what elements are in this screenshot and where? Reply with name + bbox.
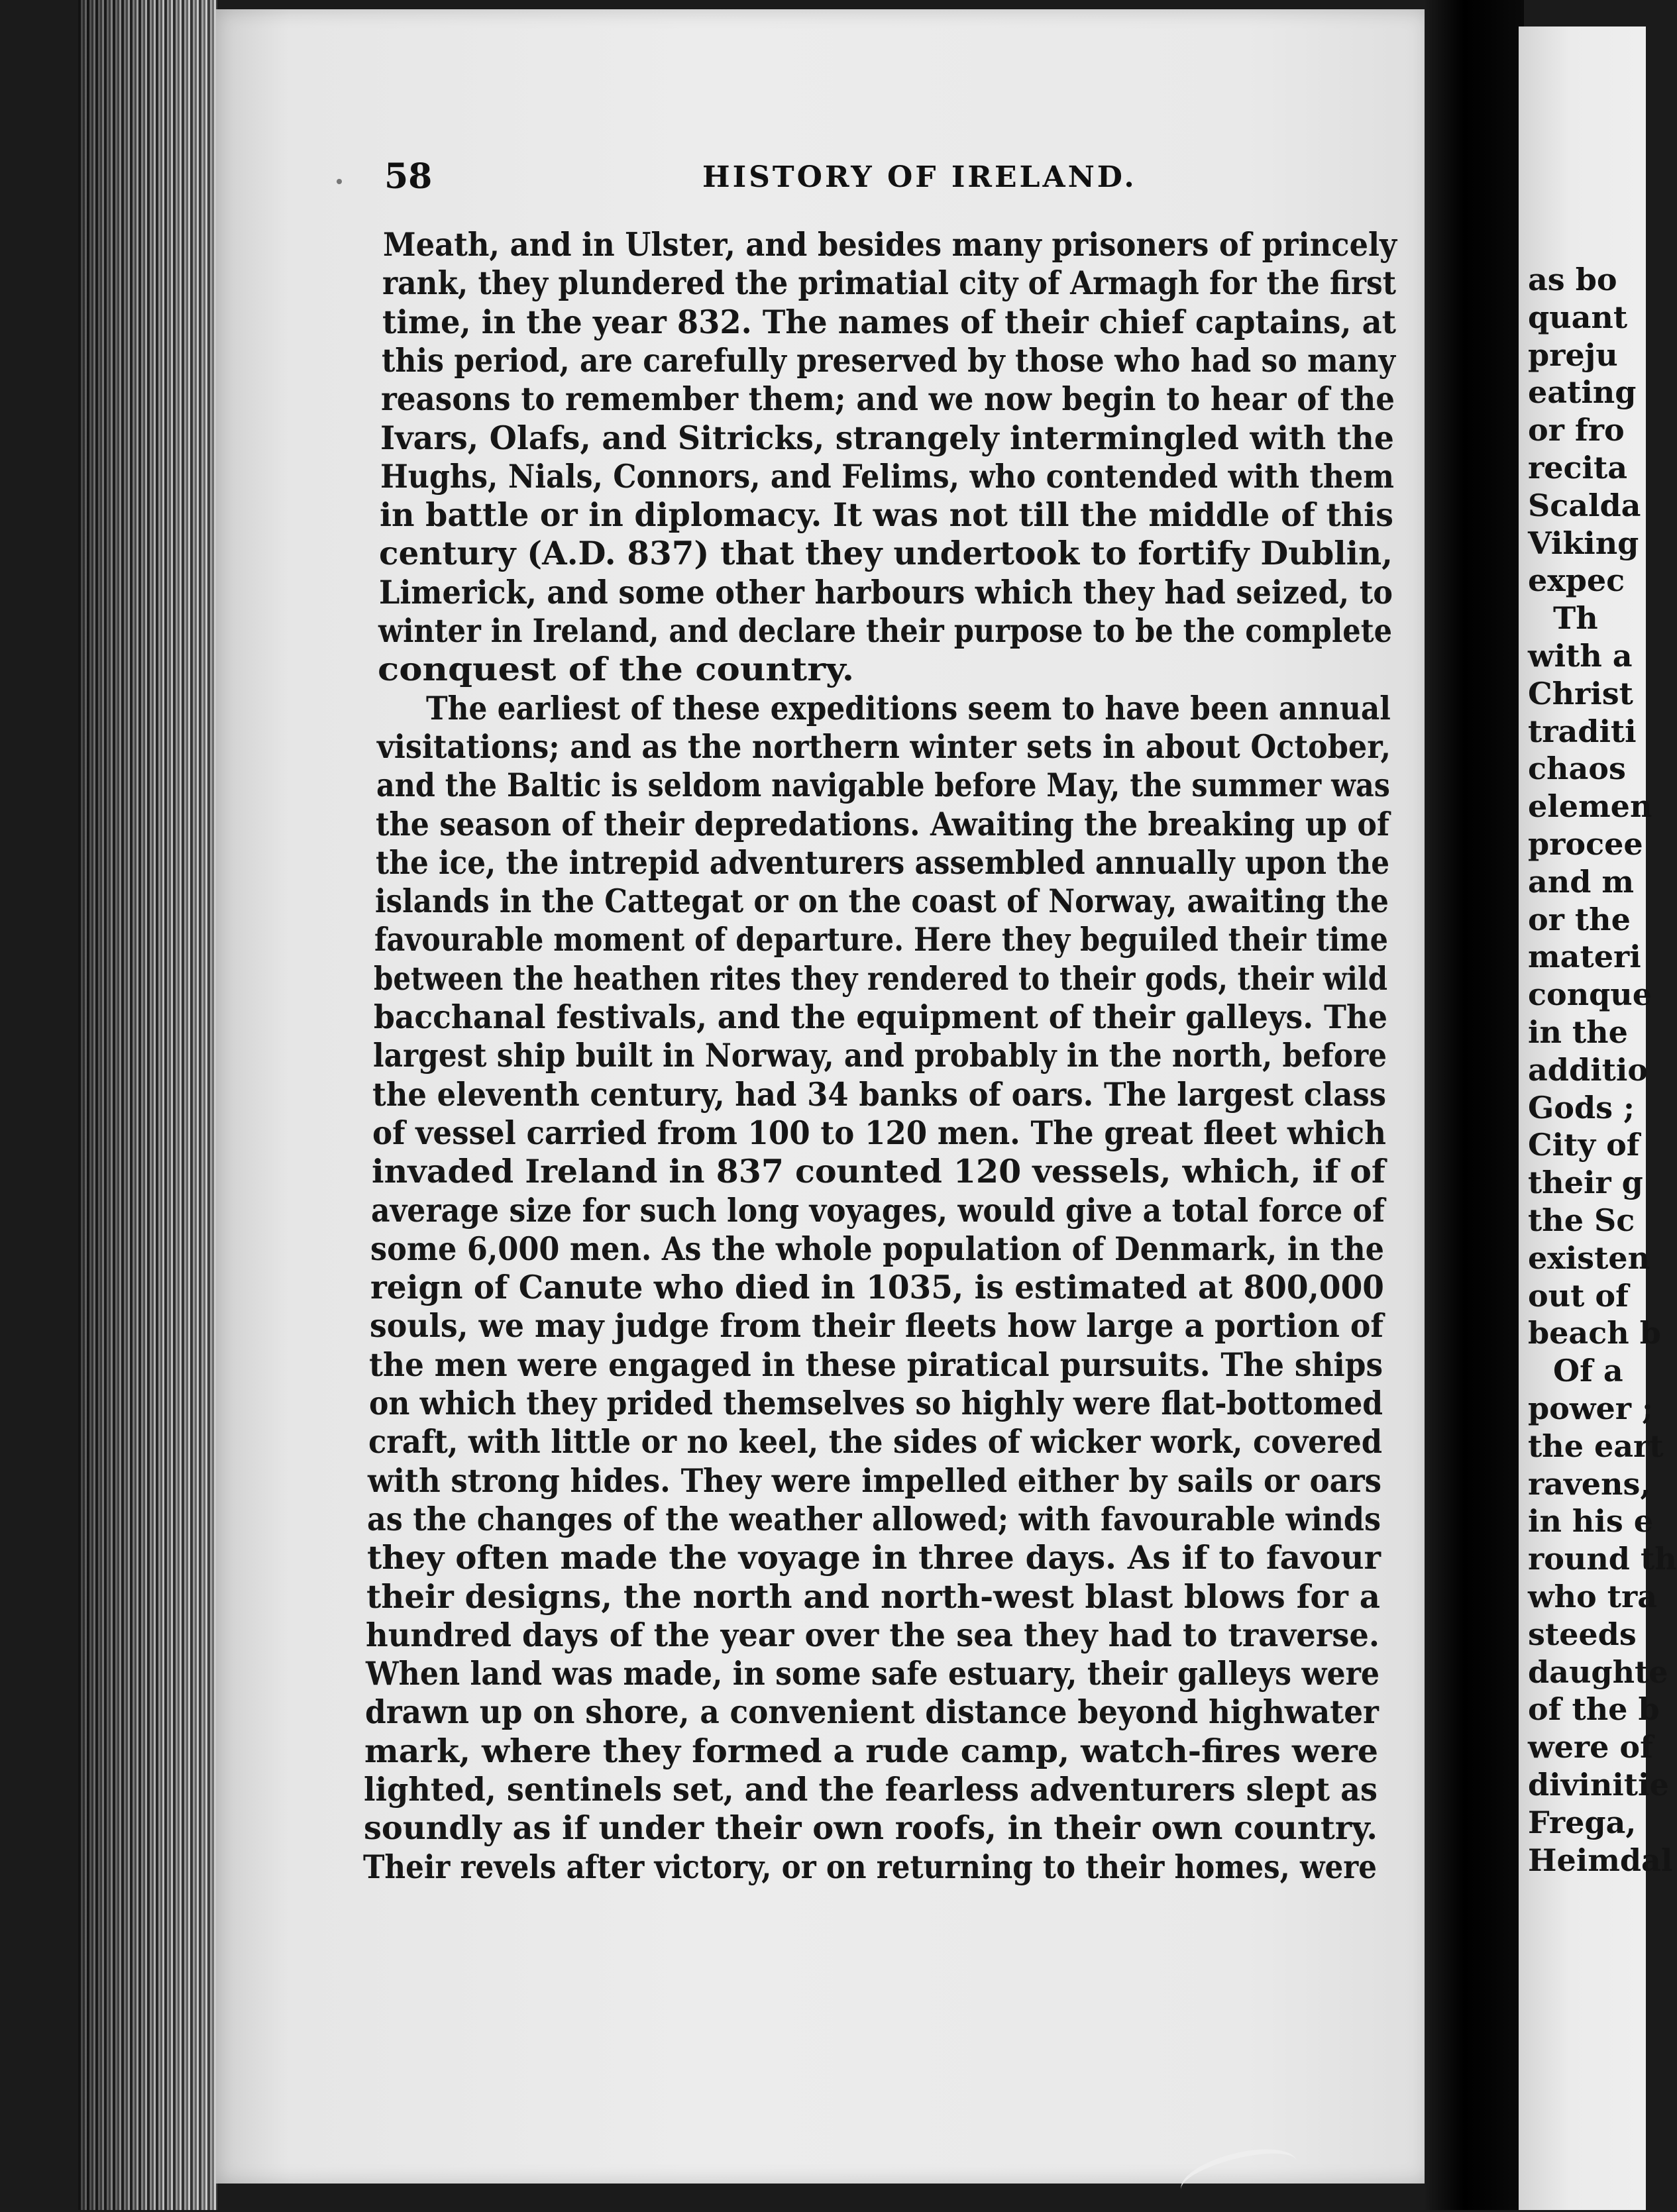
- text-line: with strong hides. They were impelled either by sails or oars: [368, 1461, 1382, 1500]
- right-text-line: in the: [1528, 1014, 1628, 1050]
- right-text-line: Of a: [1553, 1353, 1623, 1389]
- right-text-line: expec: [1528, 562, 1625, 599]
- text-line: some 6,000 men. As the whole population of Denmark, in the: [370, 1229, 1385, 1268]
- text-line: this period, are carefully preserved by those who had so many: [381, 341, 1395, 380]
- text-line: of vessel carried from 100 to 120 men. The great fleet which: [372, 1113, 1386, 1152]
- text-line: they often made the voyage in three days. As if to favour: [366, 1538, 1381, 1577]
- text-line: The earliest of these expeditions seem to have been annual: [426, 688, 1391, 727]
- right-text-line: with a: [1528, 638, 1633, 674]
- right-text-line: preju: [1528, 337, 1618, 373]
- text-line: the eleventh century, had 34 banks of oars. The largest class: [372, 1075, 1387, 1114]
- text-line: in battle or in diplomacy. It was not till the middle of this: [380, 496, 1393, 535]
- right-text-line: the Sc: [1528, 1202, 1635, 1238]
- right-text-line: Frega,: [1528, 1804, 1637, 1840]
- right-text-line: chaos: [1528, 751, 1626, 787]
- right-text-line: ravens,: [1528, 1465, 1651, 1502]
- right-text-line: existen: [1528, 1239, 1650, 1276]
- right-text-line: and m: [1528, 863, 1635, 900]
- text-line: When land was made, in some safe estuary, their galleys were: [365, 1654, 1379, 1693]
- text-line: the men were engaged in these piratical pursuits. The ships: [369, 1345, 1383, 1384]
- text-line: drawn up on shore, a convenient distance beyond highwater: [364, 1693, 1379, 1732]
- right-text-line: traditi: [1528, 713, 1637, 749]
- right-text-line: or the: [1528, 901, 1631, 937]
- right-text-line: power ;: [1528, 1391, 1653, 1426]
- text-line: rank, they plundered the primatial city of Armagh for the first: [382, 264, 1397, 303]
- right-text-line: materi: [1528, 939, 1641, 975]
- right-text-line: or fro: [1528, 412, 1625, 448]
- text-line: on which they prided themselves so highly were flat-bottomed: [368, 1384, 1383, 1422]
- text-line: islands in the Cattegat or on the coast of Norway, awaiting the: [374, 882, 1389, 921]
- right-text-line: recita: [1528, 450, 1628, 486]
- right-text-line: in his e: [1528, 1503, 1654, 1540]
- right-text-line: of the b: [1528, 1691, 1660, 1728]
- right-text-line: were of: [1528, 1729, 1653, 1765]
- right-text-line: steeds: [1528, 1616, 1637, 1652]
- text-line: reign of Canute who died in 1035, is estimated at 800,000: [370, 1268, 1384, 1307]
- text-line: mark, where they formed a rude camp, watch-fires were: [364, 1731, 1379, 1770]
- text-line: bacchanal festivals, and the equipment of their galleys. The: [373, 998, 1387, 1036]
- text-line: Ivars, Olafs, and Sitricks, strangely intermingled with the: [380, 418, 1395, 457]
- right-text-line: divinitie: [1528, 1767, 1669, 1803]
- text-line: the season of their depredations. Awaiting the breaking up of: [376, 804, 1390, 843]
- right-text-line: Scalda: [1528, 487, 1641, 523]
- right-text-line: their g: [1528, 1165, 1643, 1201]
- text-line: average size for such long voyages, would give a total force of: [371, 1190, 1385, 1230]
- right-text-line: Gods ;: [1528, 1089, 1635, 1126]
- right-text-line: as bo: [1528, 262, 1617, 297]
- page-number: 58: [384, 156, 433, 197]
- text-line: hundred days of the year over the sea they had to traverse.: [366, 1615, 1380, 1654]
- running-header: [384, 156, 1398, 196]
- right-text-line: beach b: [1528, 1315, 1661, 1351]
- text-line: lighted, sentinels set, and the fearless adventurers slept as: [364, 1770, 1378, 1809]
- right-text-line: Christ: [1528, 675, 1633, 711]
- margin-dot: [337, 179, 342, 184]
- right-text-line: Viking: [1528, 525, 1639, 561]
- text-line: time, in the year 832. The names of their chief captains, at: [382, 302, 1396, 341]
- right-text-line: the eart: [1528, 1428, 1664, 1464]
- right-text-line: daughte: [1528, 1654, 1668, 1690]
- text-line: Their revels after victory, or on returning to their homes, were: [363, 1847, 1377, 1886]
- text-line: Meath, and in Ulster, and besides many prisoners of princely: [383, 225, 1397, 264]
- book-gutter: [1425, 0, 1524, 2210]
- right-text-line: additio: [1528, 1051, 1649, 1088]
- right-page-fragment: [1519, 26, 1677, 2210]
- text-line: winter in Ireland, and declare their purpose to be the complete: [378, 611, 1392, 650]
- text-line: Hughs, Nials, Connors, and Felims, who contended with them: [380, 456, 1394, 496]
- right-text-line: conque: [1528, 976, 1652, 1013]
- right-text-line: eating: [1528, 374, 1637, 411]
- text-line: visitations; and as the northern winter sets in about October,: [376, 727, 1391, 766]
- right-text-line: elemen: [1528, 788, 1652, 825]
- text-line: souls, we may judge from their fleets how large a portion of: [370, 1306, 1384, 1345]
- text-line: craft, with little or no keel, the sides of wicker work, covered: [368, 1422, 1382, 1461]
- running-title: HISTORY OF IRELAND.: [702, 160, 1137, 194]
- text-line: as the changes of the weather allowed; with favourable winds: [367, 1499, 1381, 1538]
- right-text-line: out of: [1528, 1277, 1629, 1314]
- text-line: the ice, the intrepid adventurers assembled annually upon the: [375, 843, 1389, 882]
- right-text-line: round th: [1528, 1541, 1677, 1577]
- text-line: century (A.D. 837) that they undertook to fortify Dublin,: [379, 534, 1393, 573]
- right-text-line: City of: [1528, 1127, 1640, 1163]
- text-line: largest ship built in Norway, and probably in the north, before: [373, 1036, 1387, 1075]
- right-text-line: Th: [1553, 600, 1598, 637]
- text-line: reasons to remember them; and we now begin to hear of the: [381, 380, 1395, 419]
- text-line: Limerick, and some other harbours which they had seized, to: [378, 572, 1393, 611]
- text-line: soundly as if under their own roofs, in their own country.: [363, 1809, 1378, 1848]
- right-text-line: procee: [1528, 826, 1643, 862]
- text-line: and the Baltic is seldom navigable before May, the summer was: [376, 766, 1390, 805]
- text-line: their designs, the north and north-west blast blows for a: [366, 1577, 1380, 1616]
- text-line: between the heathen rites they rendered to their gods, their wild: [374, 959, 1388, 998]
- text-line: invaded Ireland in 837 counted 120 vessels, which, if of: [371, 1152, 1385, 1191]
- right-text-line: quant: [1528, 299, 1628, 335]
- page-edges-shadow: [78, 0, 217, 2210]
- right-text-line: who tra: [1528, 1579, 1658, 1614]
- text-line: favourable moment of departure. Here they beguiled their time: [374, 920, 1389, 959]
- right-text-line: Heimdal: [1528, 1842, 1673, 1878]
- text-line: conquest of the country.: [378, 650, 855, 689]
